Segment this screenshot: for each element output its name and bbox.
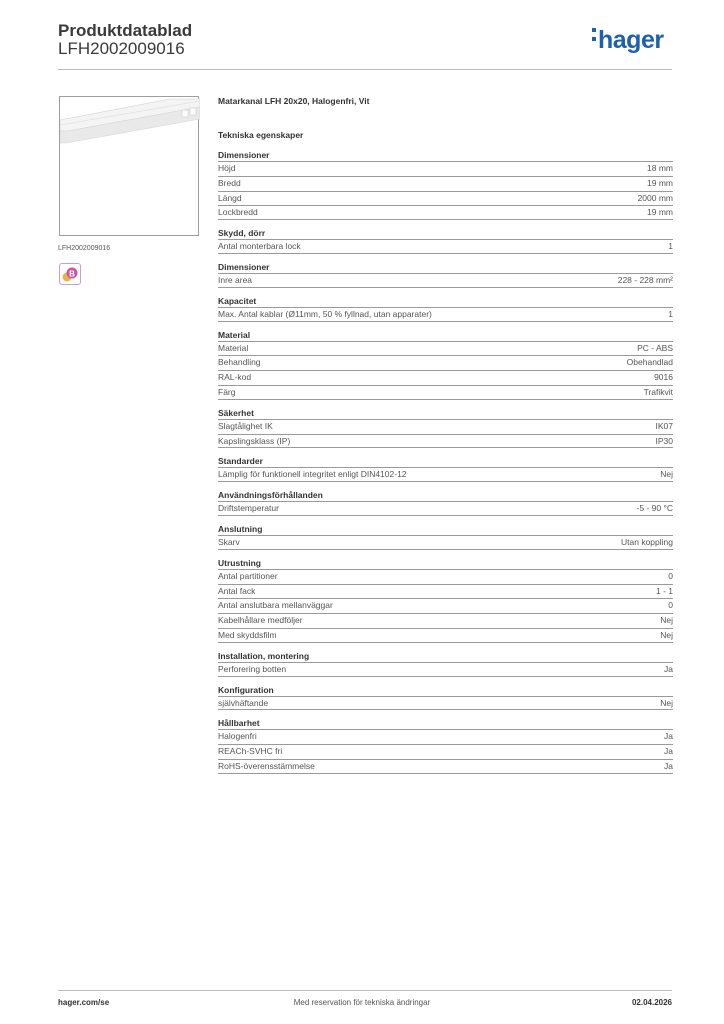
logo-text: hager bbox=[598, 26, 664, 54]
spec-value: Obehandlad bbox=[626, 357, 673, 368]
spec-label: Slagtålighet IK bbox=[218, 420, 273, 431]
spec-section bbox=[218, 490, 673, 516]
spec-label: Driftstemperatur bbox=[218, 503, 279, 514]
section-title: Hållbarhet bbox=[218, 718, 260, 729]
spec-value: Utan koppling bbox=[621, 536, 673, 547]
spec-value: 0 bbox=[668, 600, 673, 611]
spec-row bbox=[218, 584, 673, 599]
spec-value: IK07 bbox=[655, 420, 673, 431]
spec-label: RAL-kod bbox=[218, 372, 252, 383]
spec-value: 9016 bbox=[654, 372, 673, 383]
spec-row bbox=[218, 434, 673, 449]
spec-value: 1 bbox=[668, 308, 673, 319]
spec-label: självhäftande bbox=[218, 697, 269, 708]
spec-sections bbox=[218, 150, 673, 774]
spec-section bbox=[218, 718, 673, 773]
spec-label: Med skyddsfilm bbox=[218, 629, 277, 640]
spec-label: Skarv bbox=[218, 536, 240, 547]
footer-disclaimer: Med reservation för tekniska ändringar bbox=[293, 998, 431, 1007]
image-caption: LFH2002009016 bbox=[58, 245, 111, 252]
section-title: Skydd, dörr bbox=[218, 228, 266, 239]
spec-value: 0 bbox=[668, 570, 673, 581]
spec-section bbox=[218, 685, 673, 711]
section-title: Dimensioner bbox=[218, 261, 270, 272]
spec-label: Höjd bbox=[218, 163, 236, 173]
spec-row bbox=[218, 273, 673, 288]
spec-value: 1 bbox=[668, 241, 673, 252]
spec-row bbox=[218, 355, 673, 370]
spec-label: Behandling bbox=[218, 357, 261, 368]
spec-row bbox=[218, 341, 673, 356]
spec-label: Halogenfri bbox=[218, 731, 257, 742]
spec-value: IP30 bbox=[655, 435, 673, 446]
hager-logo[interactable] bbox=[592, 27, 664, 53]
spec-row bbox=[218, 759, 673, 774]
spec-value: 19 mm bbox=[647, 177, 673, 188]
spec-section bbox=[218, 524, 673, 550]
spec-table bbox=[218, 696, 673, 711]
spec-row bbox=[218, 419, 673, 434]
spec-row bbox=[218, 501, 673, 516]
section-title: Kapacitet bbox=[218, 295, 257, 306]
spec-label: Antal monterbara lock bbox=[218, 241, 301, 252]
product-name: Matarkanal LFH 20x20, Halogenfri, Vit bbox=[218, 96, 370, 106]
section-title: Standarder bbox=[218, 456, 263, 467]
spec-table bbox=[218, 535, 673, 550]
spec-table bbox=[218, 239, 673, 254]
spec-row bbox=[218, 370, 673, 385]
spec-value: Nej bbox=[660, 629, 673, 640]
spec-label: Kabelhållare medföljer bbox=[218, 615, 303, 626]
section-title: Dimensioner bbox=[218, 150, 270, 160]
section-title: Installation, montering bbox=[218, 650, 310, 661]
spec-row bbox=[218, 467, 673, 482]
spec-row bbox=[218, 205, 673, 220]
header-divider bbox=[58, 69, 672, 70]
footer-date: 02.04.2026 bbox=[631, 998, 672, 1007]
spec-row bbox=[218, 161, 673, 176]
product-image bbox=[59, 96, 199, 236]
spec-table bbox=[218, 161, 673, 220]
section-title: Anslutning bbox=[218, 523, 263, 534]
spec-value: Nej bbox=[660, 697, 673, 708]
spec-value: 18 mm bbox=[647, 163, 673, 173]
spec-value: -5 - 90 °C bbox=[636, 503, 673, 514]
spec-value: Nej bbox=[660, 615, 673, 626]
spec-label: RoHS-överensstämmelse bbox=[218, 760, 315, 771]
spec-table bbox=[218, 467, 673, 482]
spec-value: 1 - 1 bbox=[655, 585, 673, 596]
spec-section bbox=[218, 408, 673, 449]
spec-row bbox=[218, 744, 673, 759]
spec-label: Lockbredd bbox=[218, 207, 258, 218]
spec-label: REACh-SVHC fri bbox=[218, 746, 283, 757]
spec-label: Lämplig för funktionell integritet enligt DIN4102-12 bbox=[218, 469, 407, 480]
spec-table bbox=[218, 419, 673, 449]
spec-label: Antal partitioner bbox=[218, 570, 278, 581]
svg-text:B: B bbox=[69, 269, 75, 279]
spec-section bbox=[218, 150, 673, 220]
spec-row bbox=[218, 191, 673, 206]
spec-label: Bredd bbox=[218, 177, 241, 188]
spec-section bbox=[218, 651, 673, 677]
spec-value: Nej bbox=[660, 469, 673, 480]
spec-label: Max. Antal kablar (Ø11mm, 50 % fyllnad, utan apparater) bbox=[218, 308, 432, 319]
spec-row bbox=[218, 535, 673, 550]
spec-section bbox=[218, 456, 673, 482]
spec-value: Ja bbox=[664, 731, 673, 742]
spec-table bbox=[218, 341, 673, 400]
section-title: Konfiguration bbox=[218, 684, 274, 695]
spec-label: Inre area bbox=[218, 274, 253, 285]
spec-row bbox=[218, 613, 673, 628]
spec-label: Färg bbox=[218, 386, 236, 397]
spec-value: 2000 mm bbox=[637, 192, 673, 203]
spec-table bbox=[218, 501, 673, 516]
technical-properties-heading: Tekniska egenskaper bbox=[218, 130, 304, 140]
spec-label: Längd bbox=[218, 192, 242, 203]
spec-value: Trafikvit bbox=[643, 386, 673, 397]
spec-value: PC - ABS bbox=[637, 342, 673, 353]
section-title: Material bbox=[218, 329, 251, 340]
spec-table bbox=[218, 307, 673, 322]
section-title: Säkerhet bbox=[218, 407, 254, 418]
spec-row bbox=[218, 598, 673, 613]
spec-table bbox=[218, 569, 673, 643]
spec-section bbox=[218, 558, 673, 643]
spec-row bbox=[218, 628, 673, 643]
spec-label: Kapslingsklass (IP) bbox=[218, 435, 291, 446]
spec-value: 19 mm bbox=[647, 207, 673, 218]
spec-value: Ja bbox=[664, 663, 673, 674]
spec-section bbox=[218, 330, 673, 400]
footer-website-link[interactable]: hager.com/se bbox=[58, 998, 110, 1007]
spec-value: Ja bbox=[664, 746, 673, 757]
section-title: Användningsförhållanden bbox=[218, 490, 323, 501]
section-title: Utrustning bbox=[218, 557, 261, 568]
spec-row bbox=[218, 696, 673, 711]
spec-row bbox=[218, 176, 673, 191]
spec-row bbox=[218, 662, 673, 677]
spec-table bbox=[218, 729, 673, 773]
specifications-panel bbox=[218, 96, 673, 774]
spec-value: 228 - 228 mm² bbox=[617, 274, 673, 285]
logo-colon-icon bbox=[592, 25, 598, 46]
product-code: LFH2002009016 bbox=[58, 39, 185, 58]
spec-table bbox=[218, 273, 673, 288]
spec-label: Perforering botten bbox=[218, 663, 287, 674]
page-title: Produktdatablad bbox=[58, 21, 193, 40]
spec-label: Antal anslutbara mellanväggar bbox=[218, 600, 333, 611]
spec-section bbox=[218, 262, 673, 288]
spec-table bbox=[218, 662, 673, 677]
spec-label: Material bbox=[218, 342, 249, 353]
cable-duct-illustration bbox=[60, 97, 200, 237]
spec-row bbox=[218, 729, 673, 744]
footer-divider bbox=[58, 990, 672, 991]
spec-section bbox=[218, 296, 673, 322]
spec-label: Antal fack bbox=[218, 585, 256, 596]
spec-row bbox=[218, 385, 673, 400]
halogen-free-badge-icon bbox=[59, 263, 81, 285]
spec-row bbox=[218, 307, 673, 322]
spec-value: Ja bbox=[664, 760, 673, 771]
spec-section bbox=[218, 228, 673, 254]
spec-row bbox=[218, 569, 673, 584]
spec-row bbox=[218, 239, 673, 254]
